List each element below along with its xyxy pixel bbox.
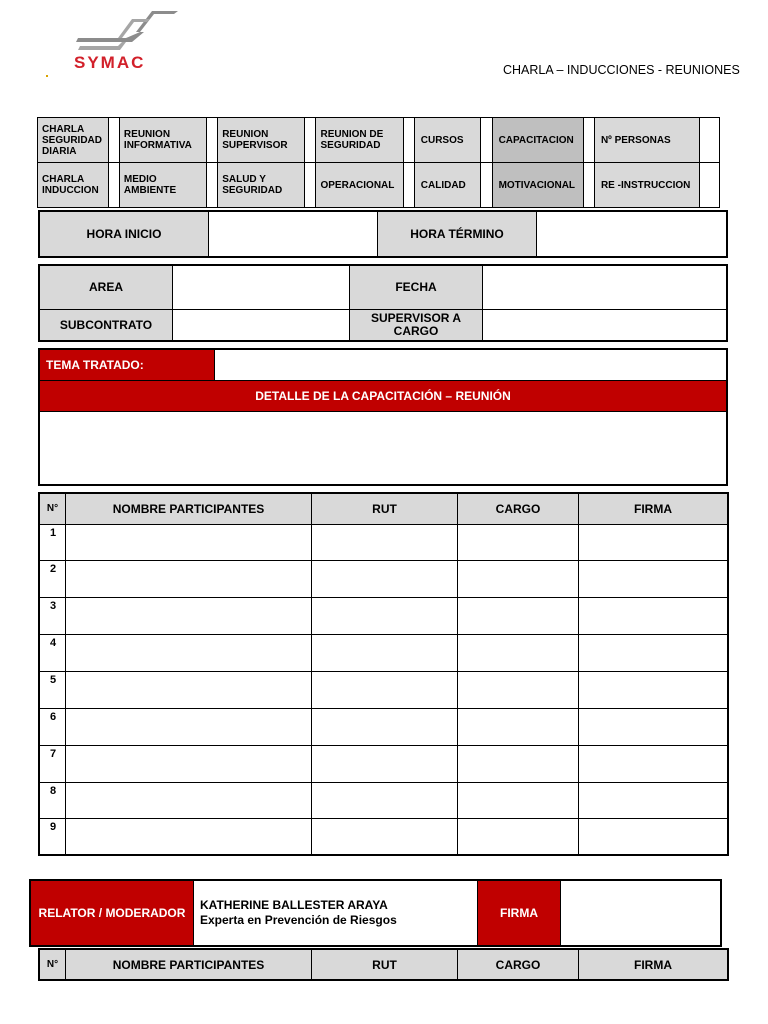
type-checkbox[interactable] bbox=[305, 163, 316, 208]
subcontrato-label: SUBCONTRATO bbox=[39, 309, 173, 341]
type-checkbox[interactable] bbox=[305, 118, 316, 163]
type-label: CALIDAD bbox=[414, 163, 481, 208]
row-number: 3 bbox=[39, 597, 66, 634]
relator-table bbox=[29, 879, 722, 947]
column-header-firma: FIRMA bbox=[579, 493, 729, 524]
firma-cell[interactable] bbox=[579, 597, 729, 634]
supervisor-label: SUPERVISOR A CARGO bbox=[350, 309, 483, 341]
cargo-cell[interactable] bbox=[458, 524, 579, 560]
relator-firma-field[interactable] bbox=[561, 880, 722, 946]
type-checkbox[interactable] bbox=[206, 118, 217, 163]
rut-cell[interactable] bbox=[312, 782, 458, 818]
form-title: CHARLA – INDUCCIONES - REUNIONES bbox=[503, 63, 740, 77]
table-row bbox=[39, 560, 728, 597]
type-label: CHARLA SEGURIDAD DIARIA bbox=[38, 118, 109, 163]
row-number: 8 bbox=[39, 782, 66, 818]
detail-field[interactable] bbox=[39, 411, 727, 485]
type-label: MOTIVACIONAL bbox=[492, 163, 583, 208]
activity-type-grid bbox=[37, 117, 720, 208]
type-label: RE -INSTRUCCION bbox=[594, 163, 699, 208]
personas-count-field[interactable] bbox=[700, 118, 720, 163]
type-label: OPERACIONAL bbox=[316, 163, 403, 208]
relator-label: RELATOR / MODERADOR bbox=[30, 880, 194, 946]
time-table bbox=[38, 210, 728, 258]
cargo-cell[interactable] bbox=[458, 708, 579, 745]
column-header-rut: RUT bbox=[312, 949, 458, 980]
rut-cell[interactable] bbox=[312, 818, 458, 855]
type-label: MEDIO AMBIENTE bbox=[119, 163, 206, 208]
rut-cell[interactable] bbox=[312, 560, 458, 597]
area-label: AREA bbox=[39, 265, 173, 309]
type-label: SALUD Y SEGURIDAD bbox=[218, 163, 305, 208]
cargo-cell[interactable] bbox=[458, 634, 579, 671]
name-cell[interactable] bbox=[66, 818, 312, 855]
rut-cell[interactable] bbox=[312, 671, 458, 708]
firma-cell[interactable] bbox=[579, 560, 729, 597]
name-cell[interactable] bbox=[66, 560, 312, 597]
fecha-field[interactable] bbox=[483, 265, 728, 309]
table-row bbox=[39, 745, 728, 782]
supervisor-field[interactable] bbox=[483, 309, 728, 341]
info-table bbox=[38, 264, 728, 342]
type-label: CHARLA INDUCCION bbox=[38, 163, 109, 208]
rut-cell[interactable] bbox=[312, 524, 458, 560]
relator-info bbox=[194, 880, 478, 946]
firma-cell[interactable] bbox=[579, 708, 729, 745]
name-cell[interactable] bbox=[66, 634, 312, 671]
activity-type-row-2 bbox=[38, 163, 720, 208]
column-header-rut: RUT bbox=[312, 493, 458, 524]
table-row bbox=[39, 524, 728, 560]
type-checkbox[interactable] bbox=[583, 118, 594, 163]
end-time-field[interactable] bbox=[537, 211, 728, 257]
name-cell[interactable] bbox=[66, 524, 312, 560]
row-number: 1 bbox=[39, 524, 66, 560]
cargo-cell[interactable] bbox=[458, 560, 579, 597]
relator-role: Experta en Prevención de Riesgos bbox=[200, 913, 397, 927]
type-label: REUNION DE SEGURIDAD bbox=[316, 118, 403, 163]
participants-header-row bbox=[39, 949, 728, 980]
type-checkbox[interactable] bbox=[481, 163, 492, 208]
row-number: 7 bbox=[39, 745, 66, 782]
table-row bbox=[39, 597, 728, 634]
type-checkbox[interactable] bbox=[481, 118, 492, 163]
firma-cell[interactable] bbox=[579, 745, 729, 782]
subcontrato-field[interactable] bbox=[173, 309, 350, 341]
firma-cell[interactable] bbox=[579, 524, 729, 560]
decorative-dot bbox=[46, 75, 48, 77]
cargo-cell[interactable] bbox=[458, 671, 579, 708]
start-time-label: HORA INICIO bbox=[39, 211, 209, 257]
end-time-label: HORA TÉRMINO bbox=[378, 211, 537, 257]
cargo-cell[interactable] bbox=[458, 818, 579, 855]
topic-table bbox=[38, 348, 728, 486]
detail-title: DETALLE DE LA CAPACITACIÓN – REUNIÓN bbox=[39, 380, 727, 411]
logo-mark-icon bbox=[74, 10, 182, 54]
participants-header-row bbox=[39, 493, 728, 524]
type-checkbox[interactable] bbox=[108, 118, 119, 163]
name-cell[interactable] bbox=[66, 745, 312, 782]
row-number: 5 bbox=[39, 671, 66, 708]
row-number: 2 bbox=[39, 560, 66, 597]
row-number: 6 bbox=[39, 708, 66, 745]
rut-cell[interactable] bbox=[312, 597, 458, 634]
firma-cell[interactable] bbox=[579, 782, 729, 818]
participants-table-2 bbox=[38, 948, 729, 981]
topic-field[interactable] bbox=[215, 349, 728, 380]
column-header-cargo: CARGO bbox=[458, 493, 579, 524]
topic-label: TEMA TRATADO: bbox=[39, 349, 215, 380]
type-checkbox[interactable] bbox=[403, 118, 414, 163]
type-label: REUNION SUPERVISOR bbox=[218, 118, 305, 163]
column-header-name: NOMBRE PARTICIPANTES bbox=[66, 949, 312, 980]
name-cell[interactable] bbox=[66, 708, 312, 745]
row-number: 9 bbox=[39, 818, 66, 855]
type-checkbox[interactable] bbox=[108, 163, 119, 208]
rut-cell[interactable] bbox=[312, 708, 458, 745]
participants-table bbox=[38, 492, 729, 856]
row-number: 4 bbox=[39, 634, 66, 671]
type-checkbox[interactable] bbox=[700, 163, 720, 208]
type-label: REUNION INFORMATIVA bbox=[119, 118, 206, 163]
cargo-cell[interactable] bbox=[458, 597, 579, 634]
firma-cell[interactable] bbox=[579, 671, 729, 708]
type-label: CAPACITACION bbox=[492, 118, 583, 163]
name-cell[interactable] bbox=[66, 671, 312, 708]
rut-cell[interactable] bbox=[312, 634, 458, 671]
type-checkbox[interactable] bbox=[206, 163, 217, 208]
cargo-cell[interactable] bbox=[458, 782, 579, 818]
name-cell[interactable] bbox=[66, 782, 312, 818]
relator-firma-label: FIRMA bbox=[478, 880, 561, 946]
table-row bbox=[39, 634, 728, 671]
rut-cell[interactable] bbox=[312, 745, 458, 782]
table-row bbox=[39, 782, 728, 818]
activity-type-row-1 bbox=[38, 118, 720, 163]
firma-cell[interactable] bbox=[579, 818, 729, 855]
fecha-label: FECHA bbox=[350, 265, 483, 309]
cargo-cell[interactable] bbox=[458, 745, 579, 782]
table-row bbox=[39, 708, 728, 745]
type-checkbox[interactable] bbox=[403, 163, 414, 208]
type-label: Nº PERSONAS bbox=[594, 118, 699, 163]
type-label: CURSOS bbox=[414, 118, 481, 163]
start-time-field[interactable] bbox=[209, 211, 378, 257]
relator-name: KATHERINE BALLESTER ARAYA bbox=[200, 898, 388, 912]
table-row bbox=[39, 818, 728, 855]
name-cell[interactable] bbox=[66, 597, 312, 634]
column-header-firma: FIRMA bbox=[579, 949, 729, 980]
logo-text: SYMAC bbox=[74, 53, 146, 72]
firma-cell[interactable] bbox=[579, 634, 729, 671]
column-header-number: N° bbox=[39, 493, 66, 524]
area-field[interactable] bbox=[173, 265, 350, 309]
type-checkbox[interactable] bbox=[583, 163, 594, 208]
column-header-number: N° bbox=[39, 949, 66, 980]
column-header-cargo: CARGO bbox=[458, 949, 579, 980]
table-row bbox=[39, 671, 728, 708]
column-header-name: NOMBRE PARTICIPANTES bbox=[66, 493, 312, 524]
